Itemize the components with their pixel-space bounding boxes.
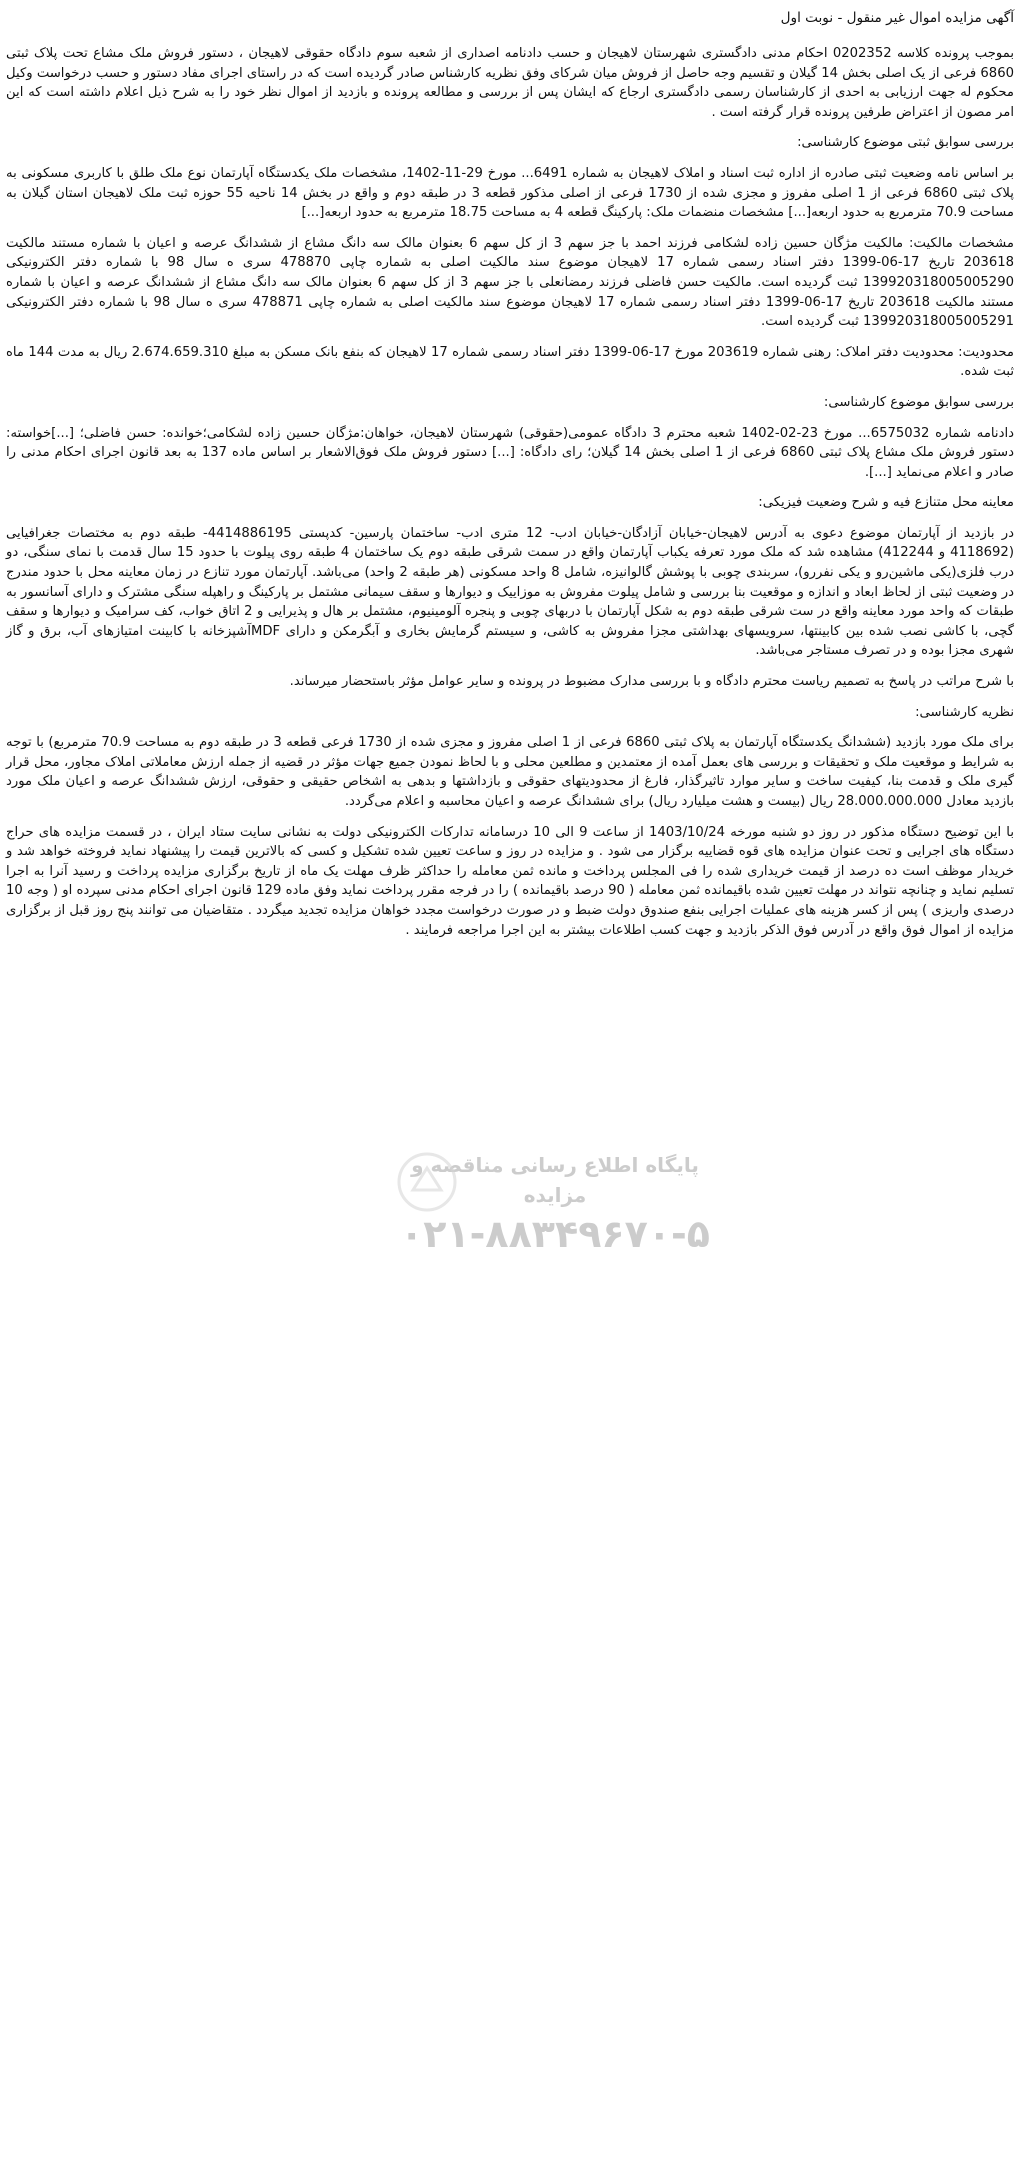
auction-paragraph: با این توضیح دستگاه مذکور در روز دو شنبه مورخه 1403/10/24 از ساعت 9 الی 10 درسامانه تدارکات الکترونیکی دولت به نشانی سایت ستاد ایران ، در قسمت مزایده های حراج دستگاه های اجرایی و تحت عنوان مزایده های قوه قضاییه برگزار می شود . و مزایده در روز و ساعت تعیین شده تشکیل و کسی که بالاترین قیمت را پیشنهاد نماید فروخته خواهد شد و خریدار موظف است ده درصد از قیمت خریداری شده را فی المجلس پرداخت و مانده ثمن معامله را حداکثر ظرف مهلت یک ماه از تاریخ برگزاری مزایده پرداخت و رسید آنرا به اجرا تسلیم نماید و چنانچه نتواند در مهلت تعیین شده باقیمانده ثمن معامله ( 90 درصد باقیمانده ) را در فرجه مقرر پرداخت نماید وفق ماده 129 قانون اجرای احکام مدنی سپرده او ( وجه 10 درصدی واریزی ) پس از کسر هزینه های عملیات اجرایی بنفع صندوق دولت ضبط و در صورت درخواست مجدد خواهان مزایده تجدید میگردد . متقاضیان می توانند پنج روز قبل از برگزاری مزایده از اموال فوق واقع در آدرس فوق الذکر بازدید و جهت کسب اطلاعات بیشتر به این اجرا مراجعه فرمایند . <box>6 824 1014 938</box>
case-heading: بررسی سوابق موضوع کارشناسی: <box>823 394 1014 410</box>
opinion-heading: نظریه کارشناسی: <box>915 704 1014 720</box>
auction-notice <box>6 8 1014 951</box>
case-paragraph: دادنامه شماره 6575032... مورخ 23-02-1402 شعبه محترم 3 دادگاه عمومی(حقوقی) شهرستان لاهیجان، خواهان:مژگان حسین زاده لشکامی؛خوانده: حسن فاضلی؛ [...]خواسته: دستور فروش ملک مشاع پلاک ثبتی 6860 فرعی از 1 اصلی بخش 14 گیلان؛ رای دادگاه: [...] دستور فروش ملک فوق‌الاشعار بر اساس ماده 137 به بعد قانون اجرای احکام مدنی را صادر و اعلام می‌نماید [...]. <box>6 425 1014 480</box>
registration-heading: بررسی سوابق ثبتی موضوع کارشناسی: <box>797 135 1014 151</box>
watermark-org: پایگاه اطلاع رسانی مناقصه و مزایده <box>411 1153 699 1207</box>
opinion-paragraph: برای ملک مورد بازدید (ششدانگ یکدستگاه آپارتمان به پلاک ثبتی 6860 فرعی از 1 اصلی مفروز و مجزی شده از 1730 فرعی قطعه 3 در طبقه دوم به مساحت 70.9 مترمربع) با توجه به شرایط و موقعیت ملک و تحقیقات و بررسی های بعمل آمده از معتمدین و مطلعین محلی و با لحاظ نمودن جمیع جهات مؤثر در قضیه از جمله ارزش معاملاتی املاک مجاور، محل قرار گیری ملک و قدمت بنا، کیفیت ساخت و سایر موارد تاثیرگذار، فارغ از محدودیتهای حقوقی و بازداشتها و بدهی به اشخاص حقیقی و حقوقی، ارزش ششدانگ عرصه و اعیان ملک مورد بازدید معادل 28.000.000.000 ریال (بیست و هشت میلیارد ریال) برای ششدانگ عرصه و اعیان محاسبه و اعلام می‌گردد. <box>6 735 1014 809</box>
ownership-paragraph: مشخصات مالکیت: مالکیت مژگان حسین زاده لشکامی فرزند احمد با جز سهم 3 از کل سهم 6 بعنوان مالک سه دانگ مشاع از ششدانگ عرصه و اعیان با شماره مستند مالکیت 203618 تاریخ 17-06-1399 دفتر اسناد رسمی شماره 17 لاهیجان موضوع سند مالکیت اصلی به شماره چاپی 478870 سری ه سال 98 با شماره دفتر الکترونیکی 13992031800500529​0 ثبت گردیده است. مالکیت حسن فاضلی فرزند رمضانعلی با جز سهم 3 از کل سهم 6 بعنوان مالک سه دانگ مشاع از ششدانگ عرصه و اعیان با شماره مستند مالکیت 203618 تاریخ 17-06-1399 دفتر اسناد رسمی شماره 17 لاهیجان موضوع سند مالکیت اصلی به شماره چاپی 478871 سری ه سال 98 با شماره دفتر الکترونیکی 139920318005005291 ثبت گردیده است. <box>6 235 1014 330</box>
inspection-heading: معاینه محل متنازع فیه و شرح وضعیت فیزیکی: <box>758 495 1014 511</box>
watermark-phone: ۰۲۱-۸۸۳۴۹۶۷۰-۵ <box>400 1212 710 1256</box>
restriction-paragraph: محدودیت: محدودیت دفتر املاک: رهنی شماره 203619 مورخ 17-06-1399 دفتر اسناد رسمی شماره 17 لاهیجان که بنفع بانک مسکن به مبلغ 2.674.659.310 ریال به مدت 144 ماه ثبت شده. <box>6 344 1014 380</box>
intro-paragraph: بموجب پرونده کلاسه 0202352 احکام مدنی دادگستری شهرستان لاهیجان و حسب دادنامه اصداری از شعبه سوم دادگاه حقوقی لاهیجان ، دستور فروش ملک مشاع تحت پلاک ثبتی 6860 فرعی از یک اصلی بخش 14 گیلان و تقسیم وجه حاصل از فروش میان شرکای وفق نظریه کارشناس صادر گردیده است که در راستای اجرای مفاد دستور و حسب درخواست وکیل محکوم له جهت ارزیابی به احدی از کارشناسان رسمی دادگستری ارجاع که ایشان پس از بررسی و مطالعه پرونده و بازدید از اموال نظر خود را به شرح ذیل اعلام داشته است که این امر مصون از اعتراض طرفین پرونده قرار گرفته است . <box>6 46 1014 120</box>
registration-paragraph: بر اساس نامه وضعیت ثبتی صادره از اداره ثبت اسناد و املاک لاهیجان به شماره 6491... مورخ 29-11-1402، مشخصات ملک یکدستگاه آپارتمان نوع ملک طلق با کاربری مسکونی به پلاک ثبتی 6860 فرعی از 1 اصلی مفروز و مجزی شده از 1730 فرعی از اصلی مذکور قطعه 3 در طبقه دوم و واقع در بخش 14 ناحیه 55 حوزه ثبت ملک لاهیجان استان گیلان به مساحت 70.9 مترمربع به حدود اربعه[...] مشخصات منضمات ملک: پارکینگ قطعه 4 به مساحت 18.75 مترمربع به حدود اربعه[...] <box>6 165 1014 221</box>
watermark-logo-icon <box>395 1150 459 1214</box>
inspection-paragraph: در بازدید از آپارتمان موضوع دعوی به آدرس لاهیجان-خیابان آزادگان-خیابان ادب- 12 متری ادب- ساختمان پارسین- کدپستی 4414886195- طبقه دوم به مختصات جغرافیایی (4118692 و 412244) مشاهده شد که ملک مورد تعرفه یکباب آپارتمان واقع در سمت شرقی طبقه دوم یک ساختمان 4 طبقه روی پیلوت با حدود 15 سال قدمت با نمای سنگی، دو درب فلزی(یکی ماشین‌رو و یکی نفررو)، سربندی چوبی با پوشش گالوانیزه، شامل 8 واحد مسکونی (هر طبقه 2 واحد) می‌باشد. آپارتمان مورد تنازع در زمان معاینه محل با حدود مندرج در وضعیت ثبتی از لحاظ ابعاد و اندازه و موقعیت بنا بررسی و شامل پیلوت مفروش به موزاییک و دیوارها و سقف سیمانی مشتمل بر پارکینگ و راهپله سنگی مشترک و دارای آسانسور به طبقات که واحد مورد معاینه واقع در ست شرقی طبقه دوم به شکل آپارتمان با دربهای چوبی و پنجره آلومینیوم، مشتمل بر هال و پذیرایی و 2 اتاق خواب، کف سرامیک و دیوارها و سقف گچی، با کاشی نصب شده بین کابینتها، سرویسهای بهداشتی مجزا مفروش به کاشی، و سیستم گرمایش بخاری و آبگرمکن و دارای MDFآشپزخانه با کابینت امتیازهای آب، برق و گاز شهری مجزا بوده و در تصرف مستاجر می‌باشد. <box>6 525 1015 659</box>
notice-title: آگهی مزایده اموال غیر منقول - نوبت اول <box>780 10 1014 26</box>
watermark <box>395 1150 715 1290</box>
summary-paragraph: با شرح مراتب در پاسخ به تصمیم ریاست محترم دادگاه و با بررسی مدارک مضبوط در پرونده و سایر عوامل مؤثر باستحضار میرساند. <box>289 674 1014 690</box>
